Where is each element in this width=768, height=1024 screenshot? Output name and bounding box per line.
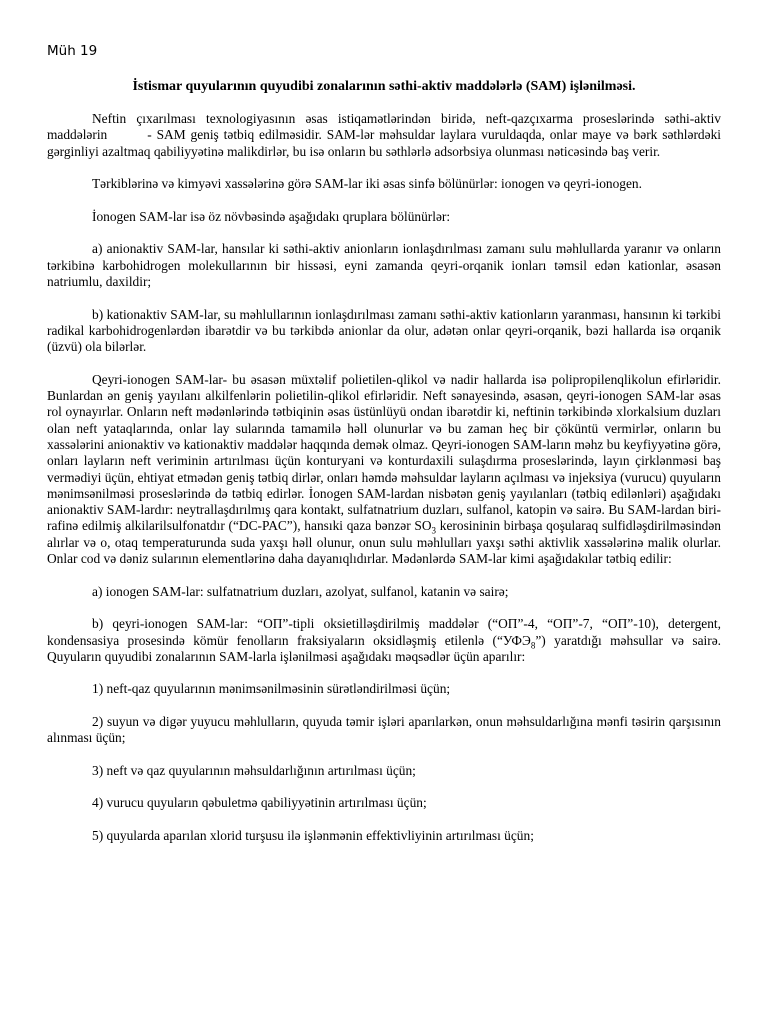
paragraph-nonionogen — [47, 372, 721, 568]
paragraph-intro-part1: Neftin çıxarılması texnologiyasının əsas istiqamətlərindən biridə, neft-qazçıxarma proseslərində səthi-aktiv maddələrin — [47, 111, 721, 143]
paragraph-cationactive: b) kationaktiv SAM-lar, su məhlullarının ionlaşdırılması zamanı səthi-aktiv kationların yaranması, hansının ki tərkibi radikal karbohidrogenlərdən ibarətdir və bu tərkibdə anionlar da olur, adətən onlar qeyri-orqanik, bəzi hallarda isə orqanik (üzvü) ola bilərlər. — [47, 306, 721, 355]
paragraph-ionogen-groups: İonogen SAM-lar isə öz növbəsində aşağıdakı qruplara bölünürlər: — [92, 208, 451, 224]
subscript-so3: 3 — [431, 526, 437, 537]
list-item-purpose-5: 5) quyularda aparılan xlorid turşusu ilə işlənmənin effektivliyinin artırılması üçün; — [92, 828, 534, 844]
list-item-purpose-4: 4) vurucu quyuların qəbuletmə qabiliyyətinin artırılması üçün; — [92, 795, 427, 811]
paragraph-ionogen-list: a) ionogen SAM-lar: sulfatnatrium duzları, azolyat, sulfanol, katanin və sairə; — [92, 583, 509, 599]
list-item-purpose-1: 1) neft-qaz quyularının mənimsənilməsinin sürətləndirilməsi üçün; — [92, 681, 451, 697]
document-body — [47, 111, 721, 861]
list-item-purpose-2: 2) suyun və digər yuyucu məhlulların, quyuda təmir işləri aparılarkən, onun məhsuldarlığına mənfi təsirin qarşısının alınması üçün; — [47, 713, 721, 746]
paragraph-intro — [47, 111, 721, 160]
paragraph-nonionogen-list — [47, 616, 721, 665]
document-title: İstismar quyularının quyudibi zonalarının səthi-aktiv maddələrlə (SAM) işlənilməsi. — [132, 79, 636, 94]
paragraph-nonionogen-list-part1: b) qeyri-ionogen SAM-lar: “ОП”-tipli oksietilləşdirilmiş maddələr (“ОП”-4, “ОП”-7, “ОП”-10), detergent, kondensasiya prosesində kömür fenolların fraksiyaların oksidləşmiş etilenlə (“УФЭ — [47, 616, 721, 648]
paragraph-nonionogen-part1: Qeyri-ionogen SAM-lar- bu əsasən müxtəlif polietilen-qlikol və nadir hallarda isə polipropilenqlikolun efirləridir. Bunlardan ən geniş yayılanı alkilfenlərin polietilin-qlikol efirləridir. Neft sənayesində, əsasən, qeyri-ionogen SAM-lar əsas rol oynayırlar. Onların neft mədənlərində tətbiqinin əsas üstünlüyü ondan ibarətdir ki, neftinin tərkibində xlorkalsium duzları olan neft yataqlarında, onlar lay sularında tamamilə həll olunurlar və bu zaman heç bir çöküntü vermirlər, onların bu xassələrini anionaktiv və kationaktiv maddələr haqqında demək olmaz. Qeyri-ionogen SAM-ların məhz bu keyfiyyətinə görə, onları layların neft veriminin artırılması üçün konturyani və konturdaxili sulaşdırma proseslərində, layın çirklənməsi baş vermədiyi üçün, ehtiyat etmədən geniş tətbiq dirlər, onları həmdə məhsuldar layların açılması və injeksiya (vurucu) quyuların mənimsənilməsi proseslərində də tətbiq edirlər. İonogen SAM-lardan nisbətən geniş yayılanları (tətbiq edilənləri) aşağıdakı anionaktiv SAM-lardır: neytrallaşdırılmış qara kontakt, sulfatnatrium duzları, sulfanol, katopin və sairə. Bu SAM-lardan biri- rafinə edilmiş alkilarilsulfonatdır (“DC-PAC”), hansıki qaza bənzər SO — [47, 371, 721, 534]
paragraph-nonionogen-list-part2: ”) yaratdığı məhsullar və sairə. Quyuların quyudibi zonalarının SAM-larla işlənilməsi aşağıdakı məqsədlər üçün aparılır: — [47, 632, 721, 664]
paragraph-intro-part2: - SAM geniş tətbiq edilməsidir. SAM-lər məhsuldar laylara vuruldaqda, onlar maye və bərk səthlərdəki gərginliyi azaltmaq qabiliyyətinə malikdirlər, bu isə onların bu səthlərlə adsorbsiya olunması nəticəsində baş verir. — [47, 127, 721, 159]
paragraph-classification: Tərkiblərinə və kimyəvi xassələrinə görə SAM-lar iki əsas sinfə bölünürlər: ionogen və qeyri-ionogen. — [92, 176, 642, 192]
document-code: Müh 19 — [47, 43, 98, 59]
subscript-ufe: 8 — [530, 640, 536, 651]
list-item-purpose-3: 3) neft və qaz quyularının məhsuldarlığının artırılması üçün; — [92, 762, 416, 778]
paragraph-nonionogen-part2: kerosininin birbaşa qoşularaq sulfidləşdirilməsindən alırlar və o, otaq temperaturunda suda yaxşı həll olunur, onun sulu məhlulları yaxşı səthi aktivlik xassələrinə malik olurlar. Onlar cod və dəniz sularının elementlərinə daha dayanıqlıdırlar. Mədənlərdə SAM-lar kimi aşağıdakılar tətbiq edilir: — [47, 518, 721, 567]
paragraph-anionactive: a) anionaktiv SAM-lar, hansılar ki səthi-aktiv anionların ionlaşdırılması zamanı sulu məhlullarda yaranır və onların tərkibinə karbohidrogen molekullarının bir hissəsi, eyni zamanda qeyri-orqanik ionları təmsil edən kationlar, əsasən natriumlu, daxildir; — [47, 241, 721, 289]
